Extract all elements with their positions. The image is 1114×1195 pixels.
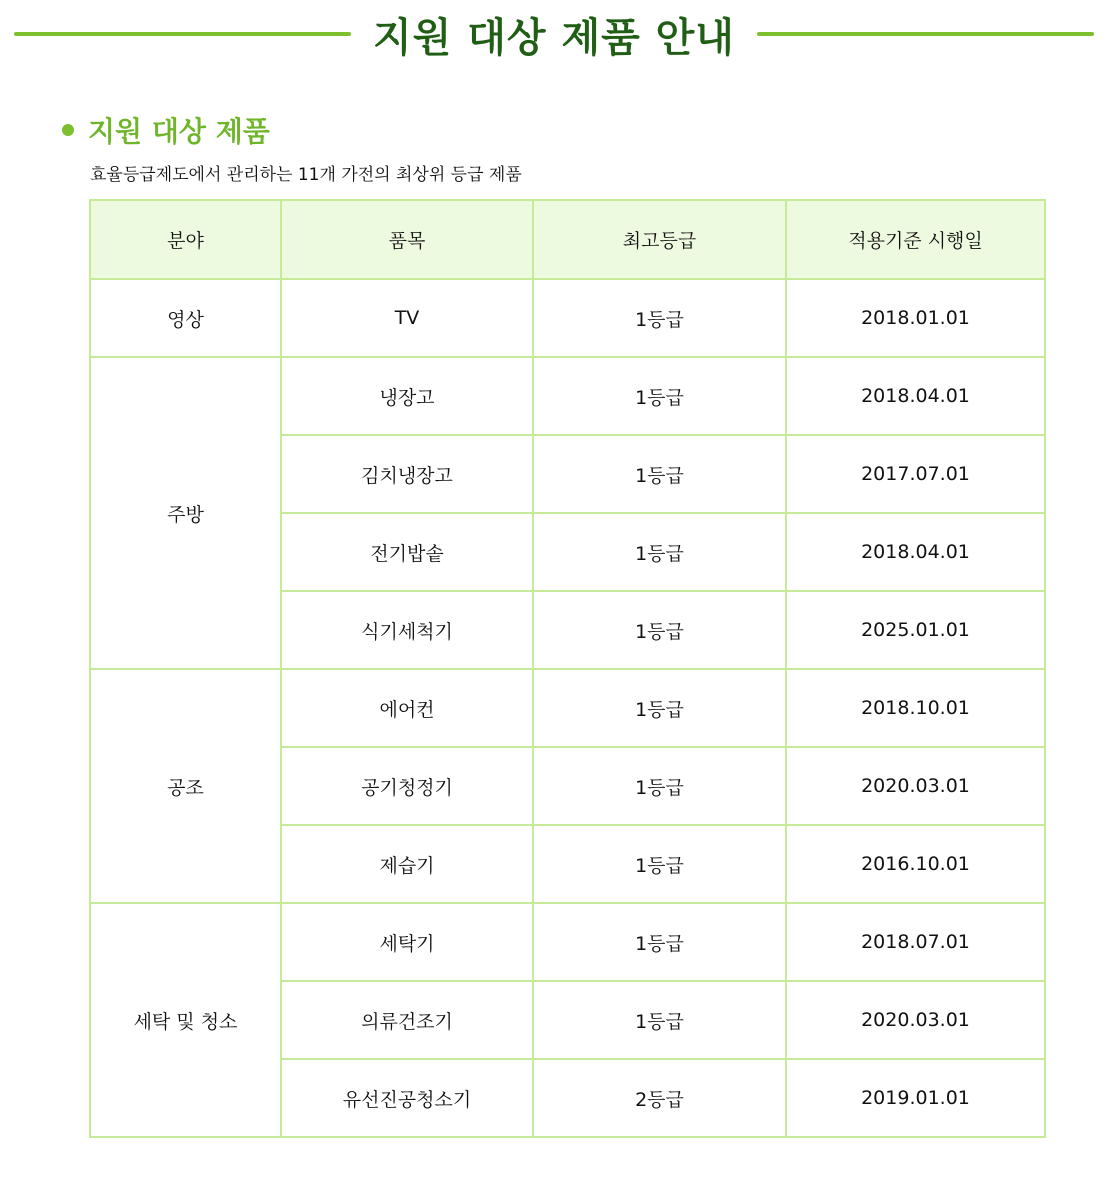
grade-cell: 1등급 — [533, 903, 786, 981]
table-row — [90, 357, 1045, 435]
date-cell: 2018.10.01 — [786, 669, 1045, 747]
header-row — [90, 200, 1045, 279]
date-cell: 2018.07.01 — [786, 903, 1045, 981]
date-cell: 2018.01.01 — [786, 279, 1045, 357]
section-header — [62, 108, 270, 152]
table-header — [90, 200, 1045, 279]
date-cell: 2019.01.01 — [786, 1059, 1045, 1137]
title-right-rule — [757, 32, 1094, 36]
grade-cell: 1등급 — [533, 279, 786, 357]
product-cell: TV — [281, 279, 533, 357]
product-cell: 전기밥솥 — [281, 513, 533, 591]
table-row — [90, 903, 1045, 981]
grade-cell: 1등급 — [533, 357, 786, 435]
header-grade: 최고등급 — [533, 200, 786, 279]
field-cell: 영상 — [90, 279, 281, 357]
grade-cell: 1등급 — [533, 591, 786, 669]
bullet-dot-icon — [62, 124, 74, 136]
page-title-bar — [14, 6, 1094, 62]
grade-cell: 2등급 — [533, 1059, 786, 1137]
date-cell: 2018.04.01 — [786, 513, 1045, 591]
section-title: 지원 대상 제품 — [88, 115, 270, 148]
grade-cell: 1등급 — [533, 981, 786, 1059]
product-cell: 김치냉장고 — [281, 435, 533, 513]
page-title: 지원 대상 제품 안내 — [373, 14, 735, 61]
product-cell: 냉장고 — [281, 357, 533, 435]
product-cell: 세탁기 — [281, 903, 533, 981]
grade-cell: 1등급 — [533, 513, 786, 591]
date-cell: 2017.07.01 — [786, 435, 1045, 513]
product-cell: 식기세척기 — [281, 591, 533, 669]
header-product: 품목 — [281, 200, 533, 279]
product-cell: 에어컨 — [281, 669, 533, 747]
date-cell: 2020.03.01 — [786, 981, 1045, 1059]
grade-cell: 1등급 — [533, 747, 786, 825]
grade-cell: 1등급 — [533, 669, 786, 747]
date-cell: 2025.01.01 — [786, 591, 1045, 669]
field-cell: 세탁 및 청소 — [90, 903, 281, 1137]
grade-cell: 1등급 — [533, 825, 786, 903]
table-body — [90, 279, 1045, 1137]
product-table — [89, 199, 1046, 1138]
date-cell: 2016.10.01 — [786, 825, 1045, 903]
title-left-rule — [14, 32, 351, 36]
field-cell: 주방 — [90, 357, 281, 669]
date-cell: 2020.03.01 — [786, 747, 1045, 825]
section-description: 효율등급제도에서 관리하는 11개 가전의 최상위 등급 제품 — [90, 165, 522, 185]
grade-cell: 1등급 — [533, 435, 786, 513]
field-cell: 공조 — [90, 669, 281, 903]
product-cell: 제습기 — [281, 825, 533, 903]
header-date: 적용기준 시행일 — [786, 200, 1045, 279]
product-cell: 공기청정기 — [281, 747, 533, 825]
product-cell: 유선진공청소기 — [281, 1059, 533, 1137]
table-row — [90, 279, 1045, 357]
table-row — [90, 669, 1045, 747]
header-field: 분야 — [90, 200, 281, 279]
product-cell: 의류건조기 — [281, 981, 533, 1059]
date-cell: 2018.04.01 — [786, 357, 1045, 435]
